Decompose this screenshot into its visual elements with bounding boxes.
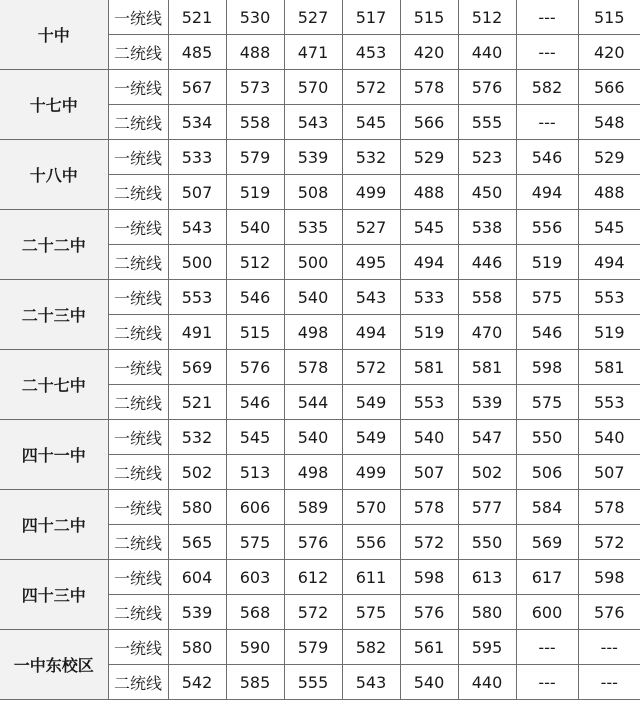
score-cell: 572 [284, 595, 342, 630]
score-cell: 580 [168, 490, 226, 525]
score-cell: 604 [168, 560, 226, 595]
line-type-cell: 一统线 [108, 140, 168, 175]
score-cell: 529 [578, 140, 640, 175]
score-cell: 521 [168, 0, 226, 35]
school-name-cell: 四十二中 [0, 490, 108, 560]
score-cell: 453 [342, 35, 400, 70]
score-cell: 576 [400, 595, 458, 630]
score-cell: 580 [458, 595, 516, 630]
score-cell: 617 [516, 560, 578, 595]
score-cell: 523 [458, 140, 516, 175]
line-type-cell: 一统线 [108, 0, 168, 35]
line-type-cell: 二统线 [108, 385, 168, 420]
score-cell: 566 [578, 70, 640, 105]
table-row [0, 140, 640, 175]
line-type-cell: 二统线 [108, 175, 168, 210]
score-cell: 558 [458, 280, 516, 315]
score-cell: 532 [342, 140, 400, 175]
score-cell: 603 [226, 560, 284, 595]
score-cell: 546 [226, 280, 284, 315]
score-cell: 500 [284, 245, 342, 280]
score-cell: 549 [342, 420, 400, 455]
score-cell: 507 [578, 455, 640, 490]
table-row [0, 0, 640, 35]
score-cell: 598 [400, 560, 458, 595]
score-cell: 546 [516, 140, 578, 175]
score-cell: 590 [226, 630, 284, 665]
score-cell: 600 [516, 595, 578, 630]
score-cell: 540 [284, 420, 342, 455]
school-name-cell: 二十三中 [0, 280, 108, 350]
score-cell: 539 [284, 140, 342, 175]
score-cell: 555 [284, 665, 342, 700]
score-cell: 499 [342, 455, 400, 490]
score-cell: 598 [578, 560, 640, 595]
score-cell: 578 [578, 490, 640, 525]
score-cell: 533 [400, 280, 458, 315]
score-cell: 527 [342, 210, 400, 245]
score-cell: --- [516, 665, 578, 700]
score-cell: 538 [458, 210, 516, 245]
score-cell: 611 [342, 560, 400, 595]
table-row [0, 490, 640, 525]
score-cell: 508 [284, 175, 342, 210]
line-type-cell: 二统线 [108, 105, 168, 140]
score-cell: 553 [168, 280, 226, 315]
score-cell: --- [516, 0, 578, 35]
score-cell: 576 [284, 525, 342, 560]
score-cell: 553 [578, 385, 640, 420]
score-cell: 582 [342, 630, 400, 665]
score-cell: 569 [516, 525, 578, 560]
score-cell: 498 [284, 455, 342, 490]
score-cell: --- [516, 105, 578, 140]
score-cell: 515 [226, 315, 284, 350]
score-cell: 507 [400, 455, 458, 490]
score-cell: 540 [400, 420, 458, 455]
score-cell: --- [516, 630, 578, 665]
score-cell: 515 [400, 0, 458, 35]
table-row [0, 630, 640, 665]
score-cell: 450 [458, 175, 516, 210]
line-type-cell: 二统线 [108, 455, 168, 490]
score-cell: 570 [284, 70, 342, 105]
score-cell: 535 [284, 210, 342, 245]
score-cell: 545 [342, 105, 400, 140]
score-cell: 517 [342, 0, 400, 35]
score-cell: 519 [226, 175, 284, 210]
score-cell: 543 [342, 665, 400, 700]
score-cell: 568 [226, 595, 284, 630]
score-cell: 550 [458, 525, 516, 560]
school-name-cell: 二十七中 [0, 350, 108, 420]
score-cell: 494 [342, 315, 400, 350]
score-cell: 612 [284, 560, 342, 595]
line-type-cell: 一统线 [108, 210, 168, 245]
score-cell: 545 [400, 210, 458, 245]
score-cell: 500 [168, 245, 226, 280]
school-name-cell: 十中 [0, 0, 108, 70]
score-cell: 539 [458, 385, 516, 420]
table-row [0, 560, 640, 595]
score-cell: 569 [168, 350, 226, 385]
score-cell: 576 [226, 350, 284, 385]
score-cell: 578 [284, 350, 342, 385]
score-cell: --- [578, 630, 640, 665]
score-cell: 578 [400, 70, 458, 105]
score-cell: 491 [168, 315, 226, 350]
score-cell: 420 [400, 35, 458, 70]
score-cell: 565 [168, 525, 226, 560]
score-cell: 540 [284, 280, 342, 315]
line-type-cell: 一统线 [108, 420, 168, 455]
line-type-cell: 二统线 [108, 525, 168, 560]
school-name-cell: 四十一中 [0, 420, 108, 490]
score-cell: 540 [578, 420, 640, 455]
line-type-cell: 二统线 [108, 315, 168, 350]
score-cell: 570 [342, 490, 400, 525]
score-cell: 546 [226, 385, 284, 420]
table-row [0, 210, 640, 245]
score-cell: 580 [168, 630, 226, 665]
score-cell: --- [516, 35, 578, 70]
score-cell: 577 [458, 490, 516, 525]
line-type-cell: 二统线 [108, 665, 168, 700]
score-cell: 488 [226, 35, 284, 70]
score-cell: 550 [516, 420, 578, 455]
score-cell: 502 [458, 455, 516, 490]
score-cell: 494 [578, 245, 640, 280]
school-name-cell: 十七中 [0, 70, 108, 140]
line-type-cell: 一统线 [108, 280, 168, 315]
score-cell: --- [578, 665, 640, 700]
score-cell: 575 [516, 280, 578, 315]
score-cell: 555 [458, 105, 516, 140]
score-cell: 576 [458, 70, 516, 105]
score-cell: 420 [578, 35, 640, 70]
line-type-cell: 一统线 [108, 560, 168, 595]
table-row [0, 350, 640, 385]
score-cell: 494 [400, 245, 458, 280]
score-cell: 545 [578, 210, 640, 245]
line-type-cell: 二统线 [108, 35, 168, 70]
score-cell: 512 [226, 245, 284, 280]
score-cell: 539 [168, 595, 226, 630]
score-cell: 547 [458, 420, 516, 455]
score-cell: 595 [458, 630, 516, 665]
score-cell: 581 [400, 350, 458, 385]
score-cell: 578 [400, 490, 458, 525]
score-cell: 521 [168, 385, 226, 420]
score-cell: 543 [284, 105, 342, 140]
score-cell: 573 [226, 70, 284, 105]
line-type-cell: 一统线 [108, 490, 168, 525]
school-name-cell: 四十三中 [0, 560, 108, 630]
score-cell: 589 [284, 490, 342, 525]
score-cell: 553 [400, 385, 458, 420]
score-cell: 440 [458, 35, 516, 70]
score-cell: 556 [516, 210, 578, 245]
score-cell: 471 [284, 35, 342, 70]
score-cell: 507 [168, 175, 226, 210]
score-cell: 540 [400, 665, 458, 700]
score-cell: 446 [458, 245, 516, 280]
score-cell: 542 [168, 665, 226, 700]
score-cell: 572 [400, 525, 458, 560]
score-cell: 567 [168, 70, 226, 105]
school-name-cell: 十八中 [0, 140, 108, 210]
score-cell: 575 [342, 595, 400, 630]
score-cell: 499 [342, 175, 400, 210]
score-cell: 556 [342, 525, 400, 560]
school-name-cell: 一中东校区 [0, 630, 108, 700]
score-cell: 561 [400, 630, 458, 665]
score-cell: 485 [168, 35, 226, 70]
score-cell: 553 [578, 280, 640, 315]
score-cell: 527 [284, 0, 342, 35]
line-type-cell: 一统线 [108, 630, 168, 665]
score-cell: 534 [168, 105, 226, 140]
score-cell: 529 [400, 140, 458, 175]
score-cell: 543 [168, 210, 226, 245]
score-cell: 558 [226, 105, 284, 140]
score-cell: 488 [400, 175, 458, 210]
score-cell: 572 [578, 525, 640, 560]
score-cell: 530 [226, 0, 284, 35]
score-cell: 506 [516, 455, 578, 490]
score-cell: 579 [284, 630, 342, 665]
score-cell: 579 [226, 140, 284, 175]
line-type-cell: 一统线 [108, 70, 168, 105]
score-cell: 584 [516, 490, 578, 525]
score-cell: 613 [458, 560, 516, 595]
score-cell: 585 [226, 665, 284, 700]
score-cell: 515 [578, 0, 640, 35]
score-cell: 575 [516, 385, 578, 420]
score-cell: 495 [342, 245, 400, 280]
table-row [0, 70, 640, 105]
table-row [0, 420, 640, 455]
score-cell: 606 [226, 490, 284, 525]
score-cell: 572 [342, 70, 400, 105]
score-cell: 502 [168, 455, 226, 490]
score-cell: 498 [284, 315, 342, 350]
score-cell: 546 [516, 315, 578, 350]
score-cell: 494 [516, 175, 578, 210]
line-type-cell: 二统线 [108, 595, 168, 630]
score-cell: 581 [578, 350, 640, 385]
score-cell: 572 [342, 350, 400, 385]
score-cell: 566 [400, 105, 458, 140]
score-cell: 549 [342, 385, 400, 420]
line-type-cell: 二统线 [108, 245, 168, 280]
score-cell: 540 [226, 210, 284, 245]
score-cell: 575 [226, 525, 284, 560]
score-cell: 544 [284, 385, 342, 420]
school-name-cell: 二十二中 [0, 210, 108, 280]
score-cell: 512 [458, 0, 516, 35]
score-cell: 440 [458, 665, 516, 700]
score-cell: 582 [516, 70, 578, 105]
score-cell: 576 [578, 595, 640, 630]
score-cell: 533 [168, 140, 226, 175]
score-cell: 545 [226, 420, 284, 455]
line-type-cell: 一统线 [108, 350, 168, 385]
table-row [0, 280, 640, 315]
score-cell: 581 [458, 350, 516, 385]
score-cell: 598 [516, 350, 578, 385]
score-cell: 470 [458, 315, 516, 350]
score-cell: 519 [516, 245, 578, 280]
score-cell: 488 [578, 175, 640, 210]
score-cell: 513 [226, 455, 284, 490]
score-cell: 543 [342, 280, 400, 315]
score-cell: 532 [168, 420, 226, 455]
score-cell: 519 [578, 315, 640, 350]
score-cell: 548 [578, 105, 640, 140]
score-cell: 519 [400, 315, 458, 350]
